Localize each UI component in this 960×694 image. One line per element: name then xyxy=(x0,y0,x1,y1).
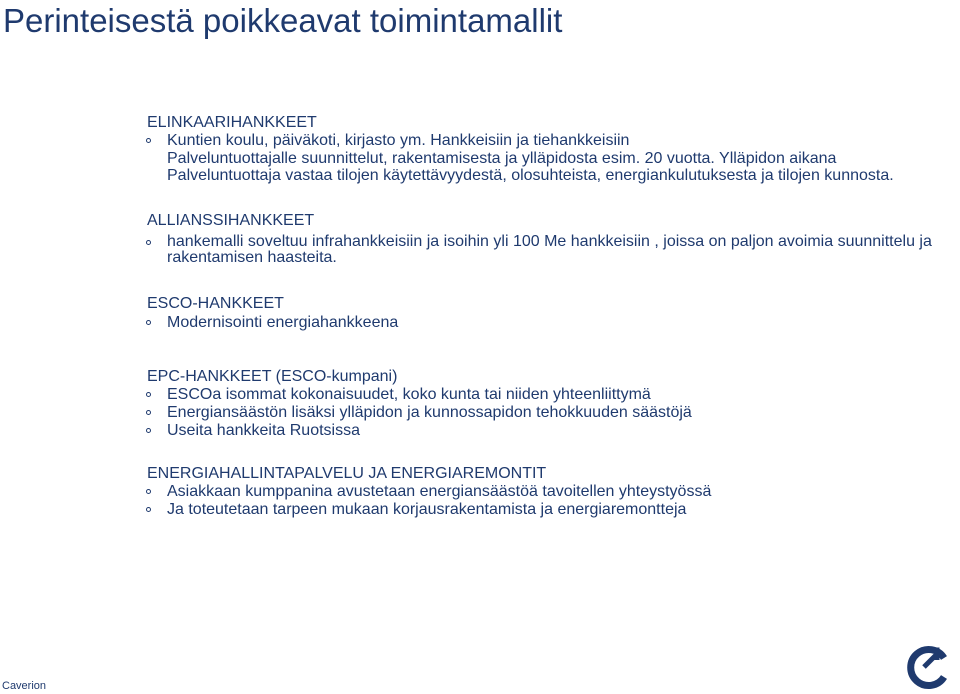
bullet-icon xyxy=(146,138,151,143)
list-item xyxy=(147,314,960,332)
bullet-icon xyxy=(146,392,151,397)
section-heading: ESCO-HANKKEET xyxy=(147,295,284,312)
list-item-line: Kuntien koulu, päiväkoti, kirjasto ym. Hankkeisiin ja tiehankkeisiin xyxy=(167,132,630,149)
section-allianssihankkeet xyxy=(147,211,960,266)
list-item-line: Useita hankkeita Ruotsissa xyxy=(167,422,360,439)
list-item-line: Palveluntuottajalle suunnittelut, rakentamisesta ja ylläpidosta esim. 20 vuotta. Ylläpidon aikana xyxy=(167,150,837,167)
section-esco-hankkeet xyxy=(147,294,960,332)
bullet-icon xyxy=(146,507,151,512)
section-heading: ENERGIAHALLINTAPALVELU JA ENERGIAREMONTIT xyxy=(147,465,547,482)
list-item-line: ESCOa isommat kokonaisuudet, koko kunta tai niiden yhteenliittymä xyxy=(167,386,651,403)
list-item xyxy=(147,404,960,422)
list-item xyxy=(147,501,960,519)
list-item-line: rakentamisen haasteita. xyxy=(167,249,337,266)
section-energiahallintapalvelu xyxy=(147,464,960,519)
list-item-line: Modernisointi energiahankkeena xyxy=(167,314,399,331)
list-item-line: Energiansäästön lisäksi ylläpidon ja kunnossapidon tehokkuuden säästöjä xyxy=(167,404,692,421)
bullet-icon xyxy=(146,410,151,415)
footer-company: Caverion xyxy=(2,680,47,692)
section-heading: ELINKAARIHANKKEET xyxy=(147,114,317,131)
list-item-line: Palveluntuottaja vastaa tilojen käytettävyydestä, olosuhteista, energiankulutuksesta ja tilojen kunnosta. xyxy=(167,167,894,184)
section-heading: ALLIANSSIHANKKEET xyxy=(147,212,315,229)
section-elinkaarihankkeet xyxy=(147,113,960,184)
bullet-icon xyxy=(146,428,151,433)
list-item-line: Asiakkaan kumppanina avustetaan energiansäästöä tavoitellen yhteystyössä xyxy=(167,483,712,500)
list-item xyxy=(147,234,960,266)
bullet-icon xyxy=(146,320,151,325)
bullet-icon xyxy=(146,489,151,494)
list-item xyxy=(147,132,960,184)
list-item xyxy=(147,422,960,440)
slide-content xyxy=(147,113,960,519)
bullet-icon xyxy=(146,240,151,245)
list-item xyxy=(147,483,960,501)
slide-title: Perinteisestä poikkeavat toimintamallit xyxy=(3,2,563,39)
caverion-logo-icon xyxy=(904,644,950,690)
list-item-line: hankemalli soveltuu infrahankkeisiin ja isoihin yli 100 Me hankkeisiin , joissa on paljon avoimia suunnittelu ja xyxy=(167,233,932,250)
section-heading: EPC-HANKKEET (ESCO-kumpani) xyxy=(147,368,398,385)
list-item-line: Ja toteutetaan tarpeen mukaan korjausrakentamista ja energiaremontteja xyxy=(167,501,687,518)
list-item xyxy=(147,386,960,404)
section-epc-hankkeet xyxy=(147,367,960,440)
